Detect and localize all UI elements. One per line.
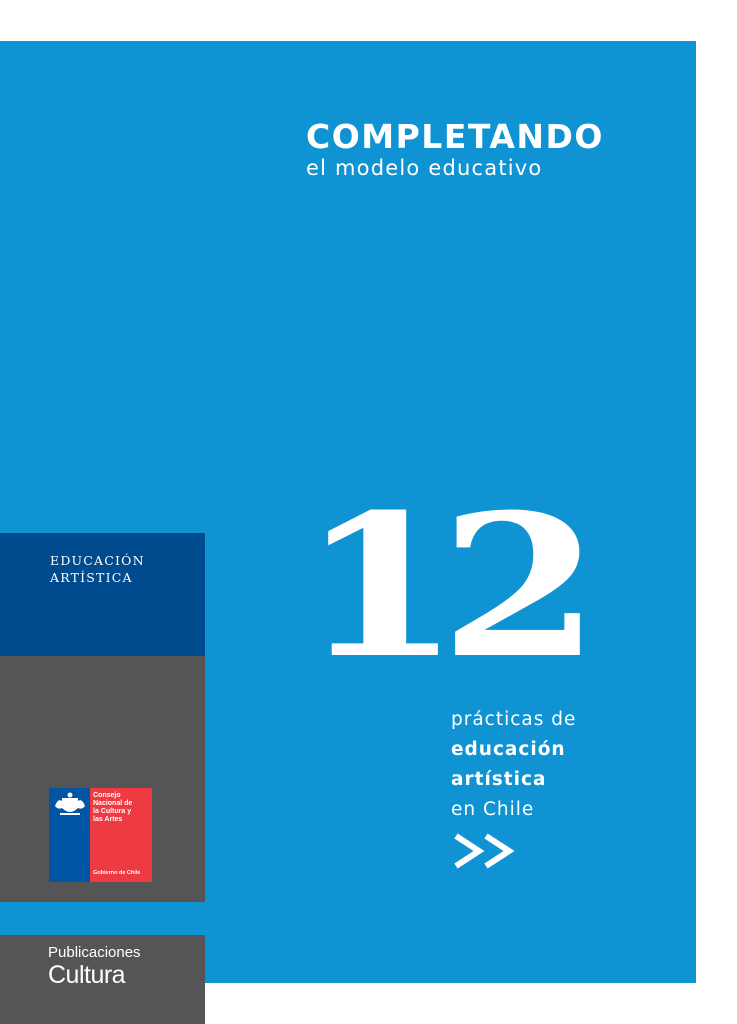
big-number: 12 (300, 472, 580, 702)
title-block (306, 119, 604, 180)
logo-text-line-3: la Cultura y (93, 808, 132, 815)
sidebar-category-label (50, 552, 145, 586)
practices-line-3: artística (451, 769, 547, 790)
cnca-logo (49, 788, 152, 882)
double-chevron-right-icon (453, 832, 515, 870)
title-main: COMPLETANDO (306, 117, 604, 156)
publisher-big-text: Cultura (48, 961, 126, 989)
sidebar-label-line-2: ARTÍSTICA (50, 570, 133, 585)
practices-line-4: en Chile (451, 799, 535, 820)
logo-text-line-1: Consejo (93, 792, 121, 799)
publisher-small-text: Publicaciones (48, 944, 141, 961)
logo-text-line-2: Nacional de (93, 800, 133, 807)
title-subtitle: el modelo educativo (306, 156, 543, 180)
sidebar-label-line-1: EDUCACIÓN (50, 553, 145, 568)
practices-line-1: prácticas de (451, 709, 577, 730)
practices-text (451, 705, 576, 825)
coat-of-arms-icon (53, 792, 87, 818)
logo-gov-text: Gobierno de Chile (93, 870, 141, 876)
practices-line-2: educación (451, 739, 566, 760)
logo-text-line-4: las Artes (93, 816, 123, 823)
logo-text (93, 792, 132, 824)
